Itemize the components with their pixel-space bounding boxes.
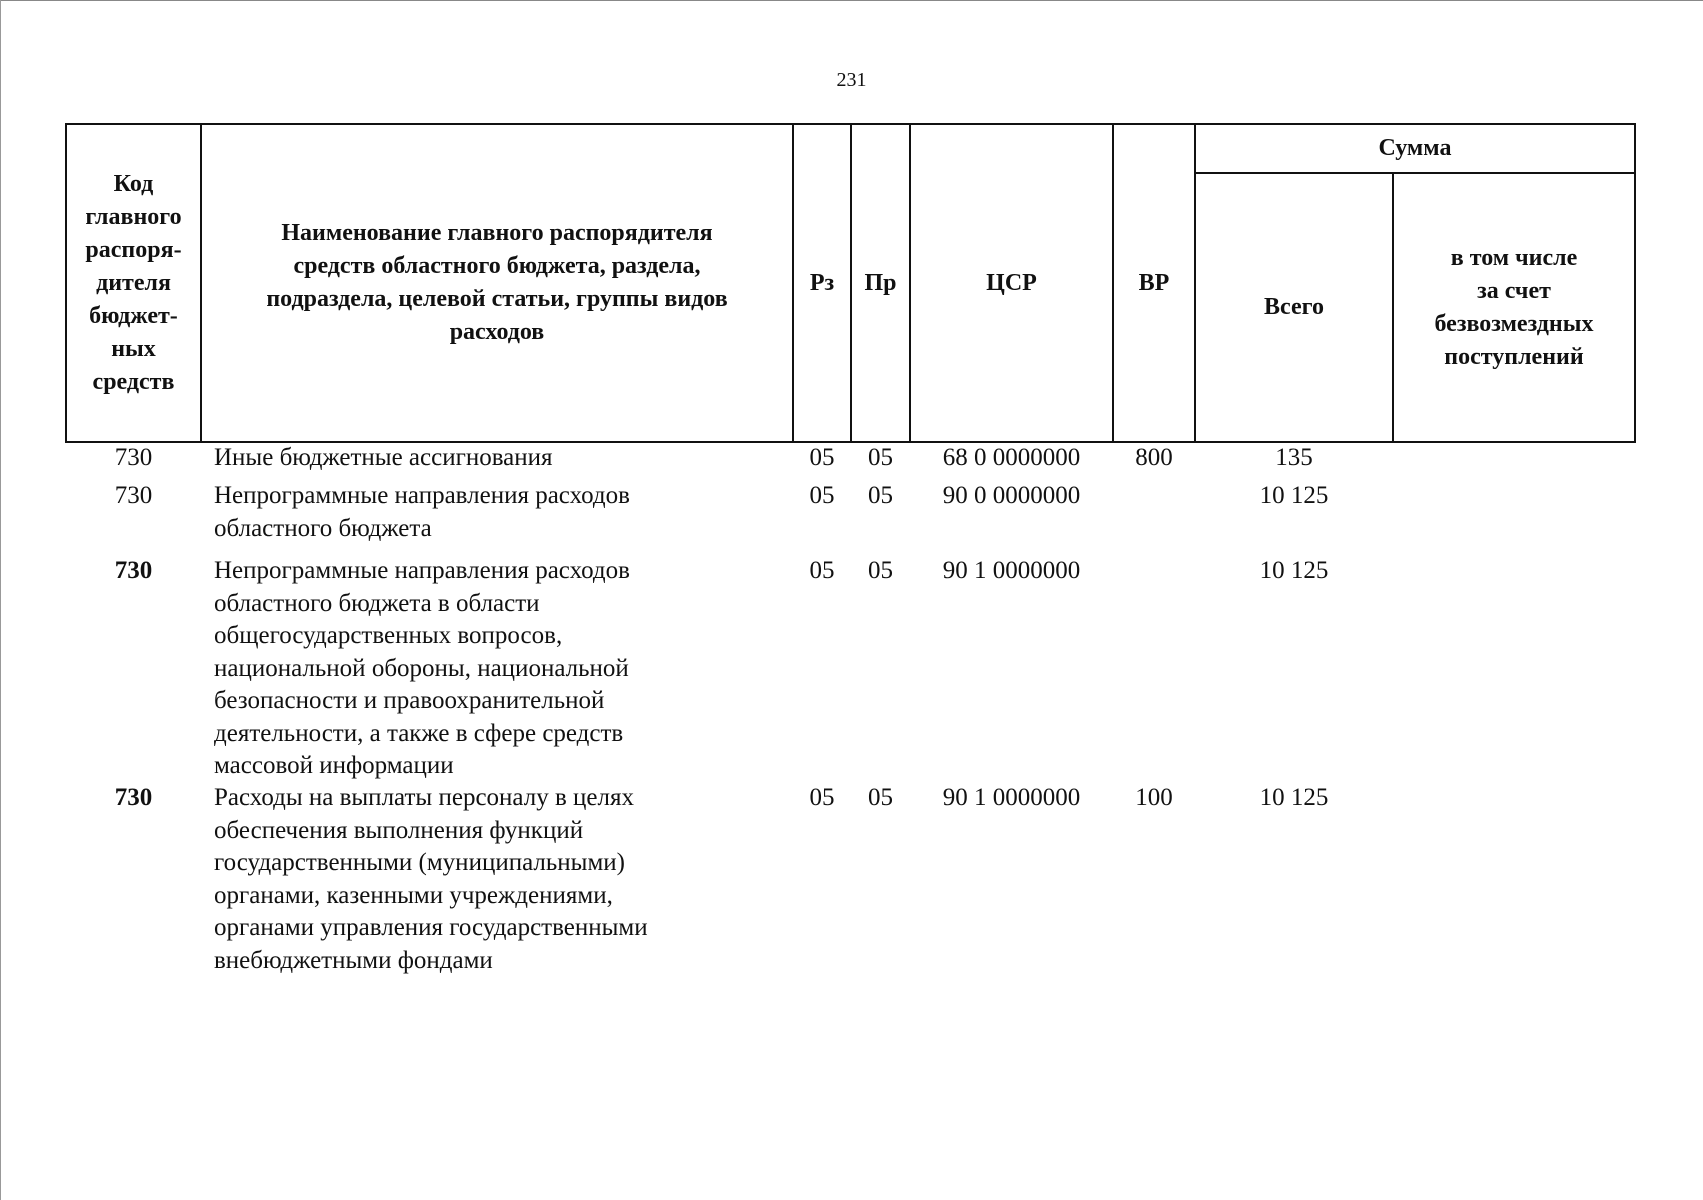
cell-csr: 90 1 0000000 — [942, 784, 1081, 811]
cell-code: 730 — [114, 444, 153, 471]
cell-total: 10 125 — [1259, 784, 1329, 811]
cell-vr: 800 — [1135, 444, 1173, 471]
header-total: Всего — [1264, 294, 1324, 320]
cell-rz: 05 — [809, 557, 835, 584]
header-sum: Сумма — [1378, 135, 1452, 161]
cell-vr: 100 — [1135, 784, 1173, 811]
cell-rz: 05 — [809, 482, 835, 509]
cell-pr: 05 — [868, 784, 893, 811]
cell-code: 730 — [114, 784, 153, 811]
cell-pr: 05 — [868, 482, 893, 509]
cell-pr: 05 — [868, 557, 893, 584]
page-number: 231 — [836, 69, 867, 91]
cell-csr: 90 1 0000000 — [942, 557, 1081, 584]
cell-csr: 90 0 0000000 — [942, 482, 1081, 509]
cell-csr: 68 0 0000000 — [942, 444, 1081, 471]
header-pr: Пр — [864, 269, 897, 296]
header-incl-grants: в том числе за счет безвозмездных поступлений — [1434, 244, 1594, 370]
cell-name: Непрограммные направления расходов областного бюджета в области общегосударственных вопросов, национальной обороны, национальной безопасности и правоохранительной деятельности, а также в сфере средств массовой информации — [214, 557, 630, 779]
header-csr: ЦСР — [986, 269, 1037, 296]
scan-top-edge — [0, 0, 1703, 1]
cell-total: 135 — [1275, 444, 1313, 471]
cell-name: Непрограммные направления расходов областного бюджета — [214, 482, 630, 542]
cell-name: Расходы на выплаты персоналу в целях обеспечения выполнения функций государственными (муниципальными) органами, казенными учреждениями, органами управления государственными внебюджетными фондами — [214, 784, 648, 974]
header-name: Наименование главного распорядителя средств областного бюджета, раздела, подраздела, целевой статьи, группы видов расходов — [266, 220, 728, 345]
cell-code: 730 — [114, 557, 153, 584]
cell-total: 10 125 — [1259, 482, 1329, 509]
header-rz: Рз — [809, 269, 835, 296]
header-vr: ВР — [1138, 269, 1170, 296]
cell-total: 10 125 — [1259, 557, 1329, 584]
scan-left-edge — [0, 0, 1, 1200]
cell-name: Иные бюджетные ассигнования — [214, 444, 553, 471]
cell-pr: 05 — [868, 444, 893, 471]
header-code: Код главного распоря- дителя бюджет- ных средств — [85, 170, 182, 395]
cell-rz: 05 — [809, 444, 835, 471]
cell-rz: 05 — [809, 784, 835, 811]
cell-code: 730 — [114, 482, 153, 509]
